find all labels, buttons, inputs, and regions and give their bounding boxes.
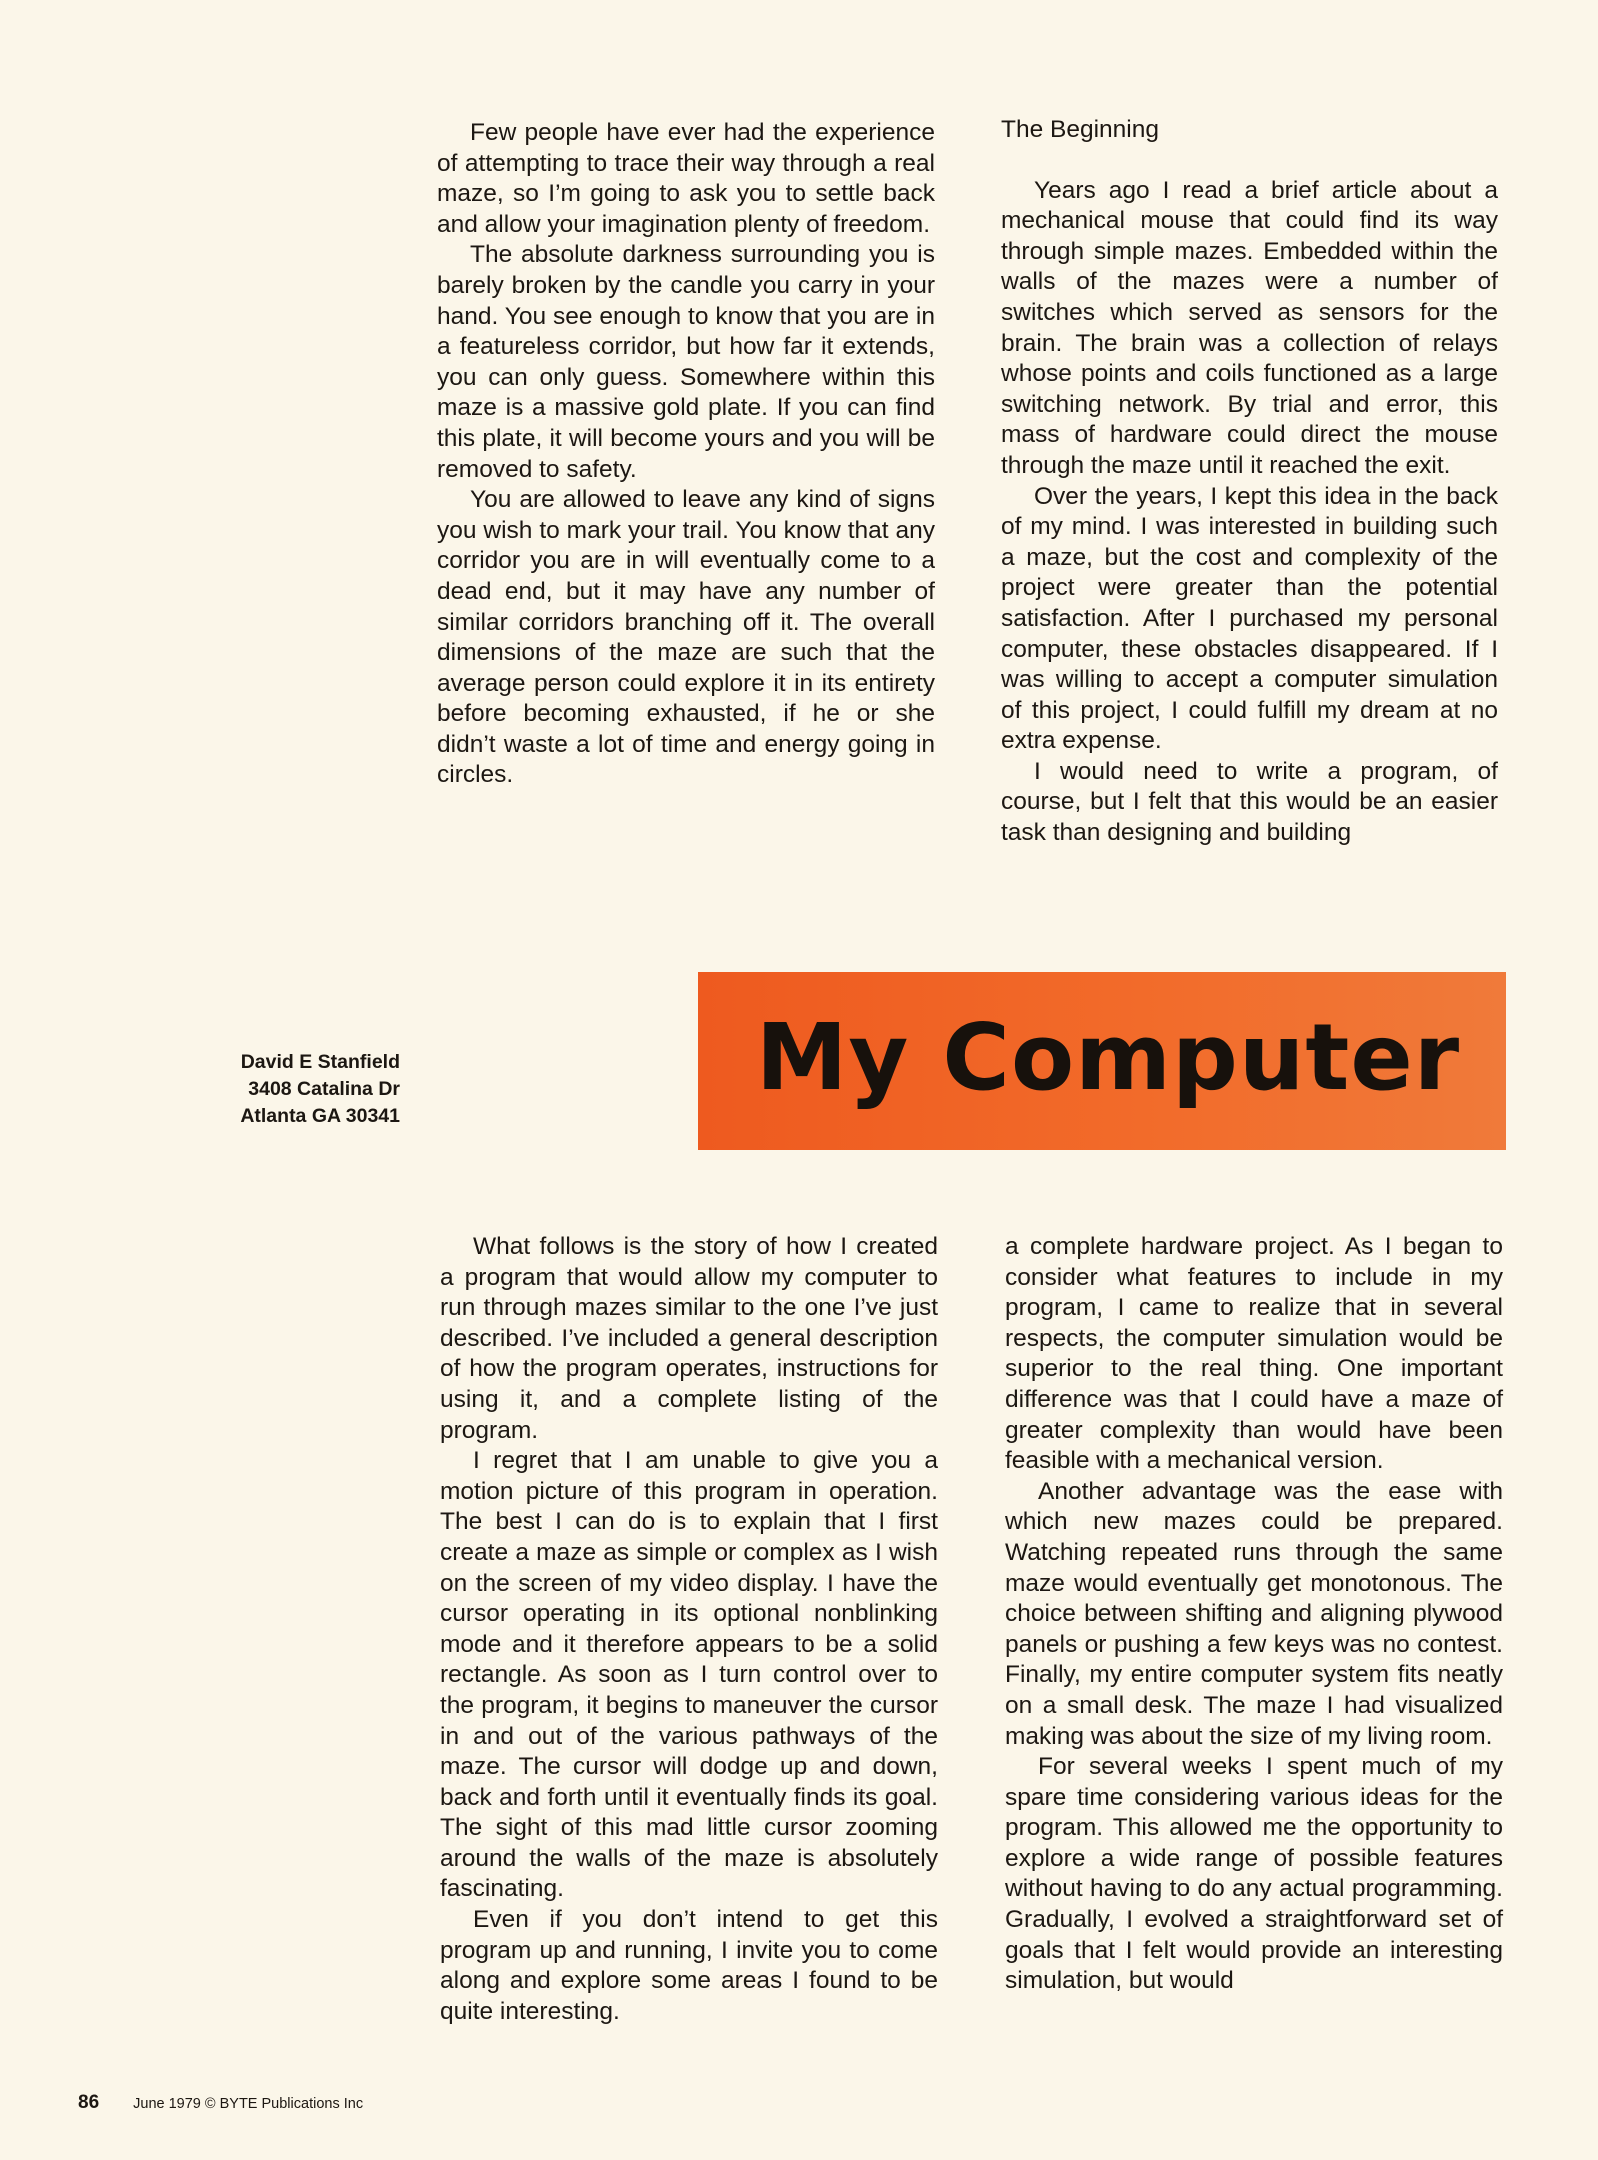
title-banner bbox=[698, 972, 1506, 1150]
article-title: My Computer bbox=[755, 1003, 1461, 1111]
paragraph: a complete hardware project. As I began to consider what features to include in my program, I came to realize that in several respects, the computer simulation would be superior to the real thing. One important difference was that I could have a maze of greater complexity than would have been feasible with a mechanical version. bbox=[1005, 1233, 1503, 1475]
author-street: 3408 Catalina Dr bbox=[248, 1078, 400, 1100]
paragraph: I regret that I am unable to give you a motion picture of this program in operation. The best I can do is to explain that I first create a maze as simple or complex as I wish on the screen of my video display. I have the cursor operating in its optional nonblinking mode and it therefore appears to be a solid rectangle. As soon as I turn control over to the program, it begins to maneuver the cursor in and out of the various pathways of the maze. The cursor will dodge up and down, back and forth until it eventually finds its goal. The sight of this mad little cursor zooming around the walls of the maze is absolutely fascinating. bbox=[440, 1447, 938, 1903]
beginning-column bbox=[1001, 115, 1498, 849]
paragraph: The absolute darkness surrounding you is barely broken by the candle you carry in your hand. You see enough to know that you are in a featureless corridor, but how far it extends, you can only guess. Somewhere within this maze is a massive gold plate. If you can find this plate, it will become yours and you will be removed to safety. bbox=[437, 241, 935, 483]
author-byline bbox=[150, 1049, 400, 1130]
page-footer bbox=[78, 2092, 363, 2114]
continuation-column bbox=[1005, 1232, 1503, 1997]
section-heading: The Beginning bbox=[1001, 116, 1160, 143]
page-number: 86 bbox=[78, 2092, 100, 2113]
paragraph: What follows is the story of how I created a program that would allow my computer to run through mazes similar to the one I’ve just described. I’ve included a general description of how the program operates, instructions for using it, and a complete listing of the program. bbox=[440, 1233, 938, 1444]
author-name: David E Stanfield bbox=[240, 1051, 400, 1073]
intro-column bbox=[437, 118, 935, 791]
paragraph: For several weeks I spent much of my spare time considering various ideas for the program. This allowed me the opportunity to explore a wide range of possible features without having to do any actual programming. Gradually, I evolved a straightforward set of goals that I felt would provide an interesting simulation, but would bbox=[1005, 1753, 1503, 1995]
author-city: Atlanta GA 30341 bbox=[240, 1105, 400, 1127]
paragraph: Even if you don’t intend to get this program up and running, I invite you to come along and explore some areas I found to be quite interesting. bbox=[440, 1906, 938, 2025]
paragraph: Few people have ever had the experience of attempting to trace their way through a real maze, so I’m going to ask you to settle back and allow your imagination plenty of freedom. bbox=[437, 119, 935, 238]
paragraph: I would need to write a program, of course, but I felt that this would be an easier task than designing and building bbox=[1001, 757, 1498, 847]
paragraph: Years ago I read a brief article about a mechanical mouse that could find its way through simple mazes. Embedded within the walls of the mazes were a number of switches which served as sensors for the brain. The brain was a collection of relays whose points and coils functioned as a large switching network. By trial and error, this mass of hardware could direct the mouse through the maze until it reached the exit. bbox=[1001, 176, 1498, 479]
publication-credit: June 1979 © BYTE Publications Inc bbox=[133, 2096, 364, 2112]
paragraph: You are allowed to leave any kind of signs you wish to mark your trail. You know that any corridor you are in will eventually come to a dead end, but it may have any number of similar corridors branching off it. The overall dimensions of the maze are such that the average person could explore it in its entirety before becoming exhausted, if he or she didn’t waste a lot of time and energy going in circles. bbox=[437, 486, 935, 789]
story-column bbox=[440, 1232, 938, 2027]
paragraph: Over the years, I kept this idea in the back of my mind. I was interested in building such a maze, but the cost and complexity of the project were greater than the potential satisfaction. After I purchased my personal computer, these obstacles disappeared. If I was willing to accept a computer simulation of this project, I could fulfill my dream at no extra expense. bbox=[1001, 482, 1498, 755]
paragraph: Another advantage was the ease with which new mazes could be prepared. Watching repeated runs through the same maze would eventually get monotonous. The choice between shifting and aligning plywood panels or pushing a few keys was no contest. Finally, my entire computer system fits neatly on a small desk. The maze I had visualized making was about the size of my living room. bbox=[1005, 1477, 1503, 1750]
